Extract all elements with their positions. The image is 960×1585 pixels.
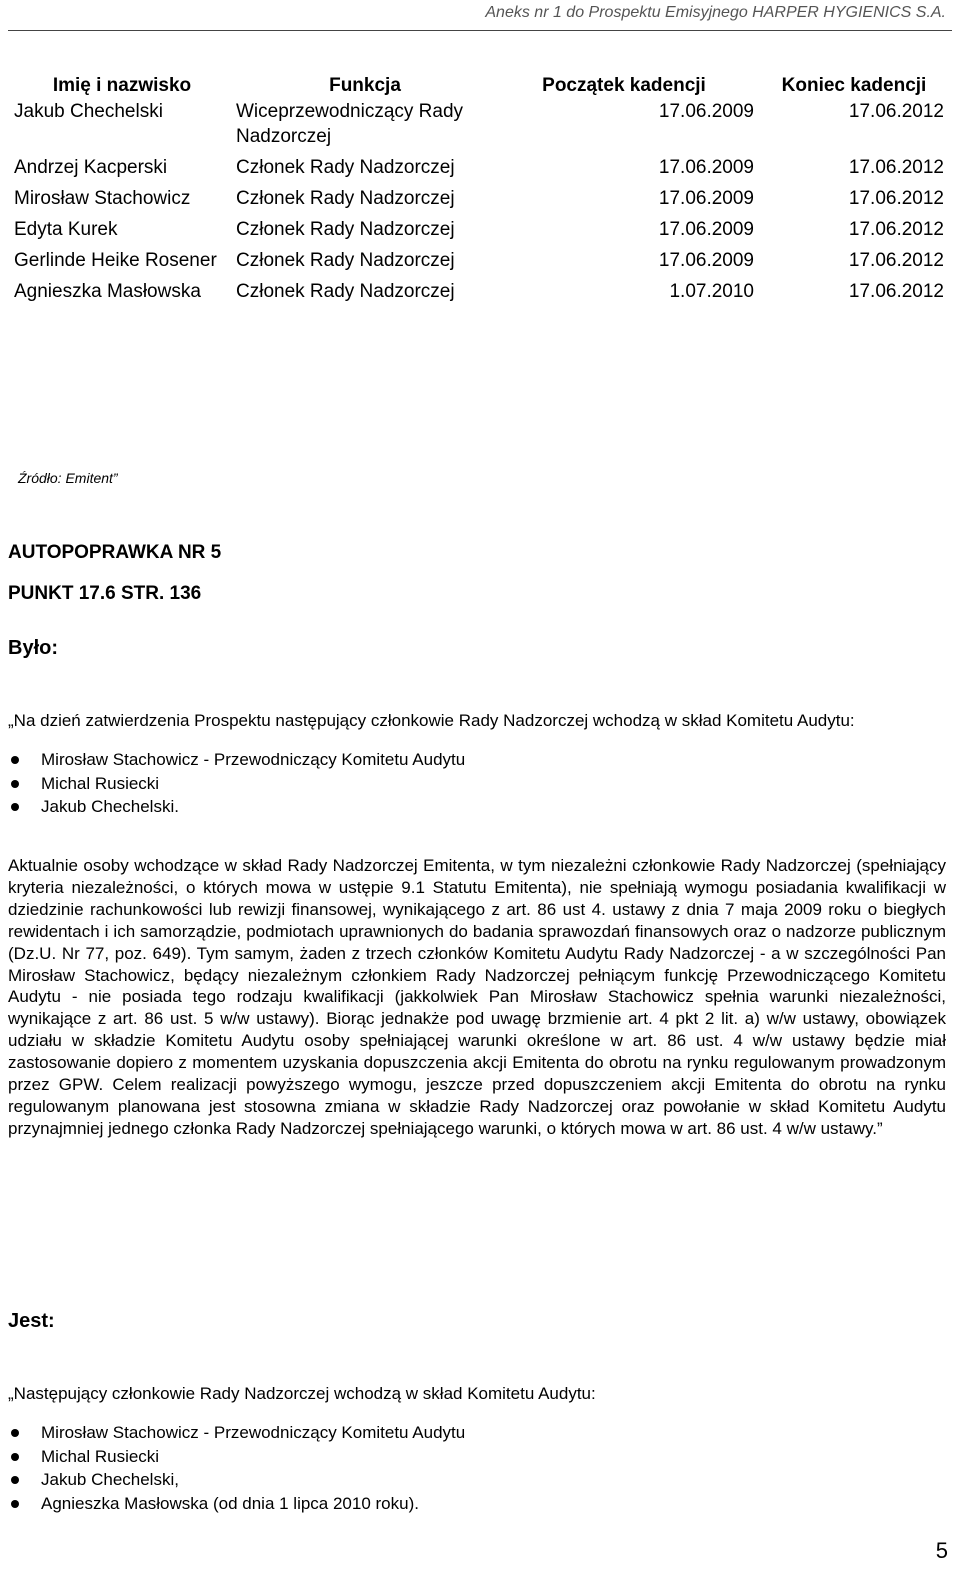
term-start bbox=[494, 217, 754, 248]
member-function: Członek Rady Nadzorczej bbox=[236, 188, 455, 209]
supervisory-board-table bbox=[8, 72, 954, 310]
was-label: Było: bbox=[8, 637, 58, 659]
table-row bbox=[8, 279, 954, 310]
member-name: Agnieszka Masłowska bbox=[14, 281, 201, 302]
column-header-term-start: Początek kadencji bbox=[542, 75, 706, 96]
list-item: Mirosław Stachowicz - Przewodniczący Komitetu Audytu bbox=[8, 1421, 465, 1445]
term-start bbox=[494, 248, 754, 279]
term-start-value: 17.06.2009 bbox=[658, 157, 754, 178]
member-function: Członek Rady Nadzorczej bbox=[236, 281, 455, 302]
column-header-name: Imię i nazwisko bbox=[52, 75, 192, 96]
term-end bbox=[754, 155, 954, 186]
term-end-value: 17.06.2012 bbox=[848, 188, 944, 209]
term-start-value: 17.06.2009 bbox=[658, 219, 754, 240]
term-end bbox=[754, 186, 954, 217]
list-item: Agnieszka Masłowska (od dnia 1 lipca 2010 roku). bbox=[8, 1492, 465, 1516]
term-start-value: 17.06.2009 bbox=[658, 188, 754, 209]
term-end-value: 17.06.2012 bbox=[848, 101, 944, 122]
table-row bbox=[8, 186, 954, 217]
table-source-note: Źródło: Emitent” bbox=[18, 470, 118, 486]
table-row bbox=[8, 99, 954, 155]
term-start bbox=[494, 279, 754, 310]
term-start-value: 17.06.2009 bbox=[658, 101, 754, 122]
member-function: Członek Rady Nadzorczej bbox=[236, 250, 455, 271]
member-function: Członek Rady Nadzorczej bbox=[236, 219, 455, 240]
term-end bbox=[754, 279, 954, 310]
table-row bbox=[8, 155, 954, 186]
term-start-value: 17.06.2009 bbox=[658, 250, 754, 271]
list-item: Jakub Chechelski. bbox=[8, 795, 465, 819]
term-end-value: 17.06.2012 bbox=[848, 281, 944, 302]
term-start-value: 1.07.2010 bbox=[669, 281, 754, 302]
term-end-value: 17.06.2012 bbox=[848, 250, 944, 271]
is-members-list bbox=[8, 1421, 465, 1515]
was-members-list bbox=[8, 748, 465, 819]
is-label: Jest: bbox=[8, 1310, 55, 1332]
member-name: Andrzej Kacperski bbox=[14, 157, 168, 178]
member-function: Członek Rady Nadzorczej bbox=[236, 157, 455, 178]
header-divider bbox=[8, 30, 952, 31]
term-start bbox=[494, 186, 754, 217]
page-number: 5 bbox=[935, 1538, 948, 1563]
term-start bbox=[494, 155, 754, 186]
member-name: Edyta Kurek bbox=[14, 219, 118, 240]
list-item: Jakub Chechelski, bbox=[8, 1468, 465, 1492]
column-header-term-end: Koniec kadencji bbox=[781, 75, 927, 96]
term-end-value: 17.06.2012 bbox=[848, 157, 944, 178]
list-item: Michal Rusiecki bbox=[8, 772, 465, 796]
column-header-function: Funkcja bbox=[329, 75, 401, 96]
was-intro: „Na dzień zatwierdzenia Prospektu następujący członkowie Rady Nadzorczej wchodzą w skład Komitetu Audytu: bbox=[8, 711, 855, 730]
table-header-row bbox=[8, 72, 954, 99]
member-name: Mirosław Stachowicz bbox=[14, 188, 191, 209]
is-intro: „Następujący członkowie Rady Nadzorczej wchodzą w skład Komitetu Audytu: bbox=[8, 1384, 596, 1403]
term-end bbox=[754, 248, 954, 279]
term-end-value: 17.06.2012 bbox=[848, 219, 944, 240]
table-row bbox=[8, 217, 954, 248]
member-name: Jakub Chechelski bbox=[14, 101, 163, 122]
member-name: Gerlinde Heike Rosener bbox=[14, 250, 217, 271]
was-paragraph: Aktualnie osoby wchodzące w skład Rady Nadzorczej Emitenta, w tym niezależni członkowie Rady Nadzorczej (spełniający kryteria niezależności, o których mowa w ustępie 9.1 Statutu Emitenta), nie spełniają wymogu posiadania kwalifikacji w dziedzinie rachunkowości lub rewizji finansowej, wynikającego z art. 86 ust 4. ustawy z dnia 7 maja 2009 roku o biegłych rewidentach i ich samorządzie, podmiotach uprawnionych do badania sprawozdań finansowych oraz o nadzorze publicznym (Dz.U. Nr 77, poz. 649). Tym samym, żaden z trzech członków Komitetu Audytu Rady Nadzorczej - a w szczególności Pan Mirosław Stachowicz, będący niezależnym członkiem Rady Nadzorczej pełniącym funkcję Przewodniczącego Komitetu Audytu - nie posiada tego rodzaju kwalifikacji (jakkolwiek Pan Mirosław Stachowicz spełnia warunki niezależności, wynikające z art. 86 ust. 5 w/w ustawy). Biorąc jednakże pod uwagę brzmienie art. 4 pkt 2 lit. a) w/w ustawy, obowiązek udziału w składzie Komitetu Audytu osoby spełniającej warunki określone w art. 86 ust. 4 w/w ustawy będzie miał zastosowanie dopiero z momentem uzyskania dopuszczenia akcji Emitenta do obrotu na rynku regulowanym prowadzonym przez GPW. Celem realizacji powyższego wymogu, jeszcze przed dopuszczeniem akcji Emitenta do obrotu na rynku regulowanym planowana jest stosowna zmiana w składzie Rady Nadzorczej oraz powołanie w skład Komitetu Audytu przynajmniej jednego członka Rady Nadzorczej spełniającego warunki, o których mowa w art. 86 ust. 4 w/w ustawy.” bbox=[8, 856, 946, 1138]
list-item: Michal Rusiecki bbox=[8, 1445, 465, 1469]
list-item: Mirosław Stachowicz - Przewodniczący Komitetu Audytu bbox=[8, 748, 465, 772]
table-row bbox=[8, 248, 954, 279]
amendment-point: PUNKT 17.6 STR. 136 bbox=[8, 583, 202, 604]
amendment-title: AUTOPOPRAWKA NR 5 bbox=[8, 542, 222, 563]
document-header-note: Aneks nr 1 do Prospektu Emisyjnego HARPER HYGIENICS S.A. bbox=[485, 4, 946, 21]
term-end bbox=[754, 99, 954, 155]
term-end bbox=[754, 217, 954, 248]
term-start bbox=[494, 99, 754, 155]
member-function: Wiceprzewodniczący Rady Nadzorczej bbox=[236, 101, 464, 147]
